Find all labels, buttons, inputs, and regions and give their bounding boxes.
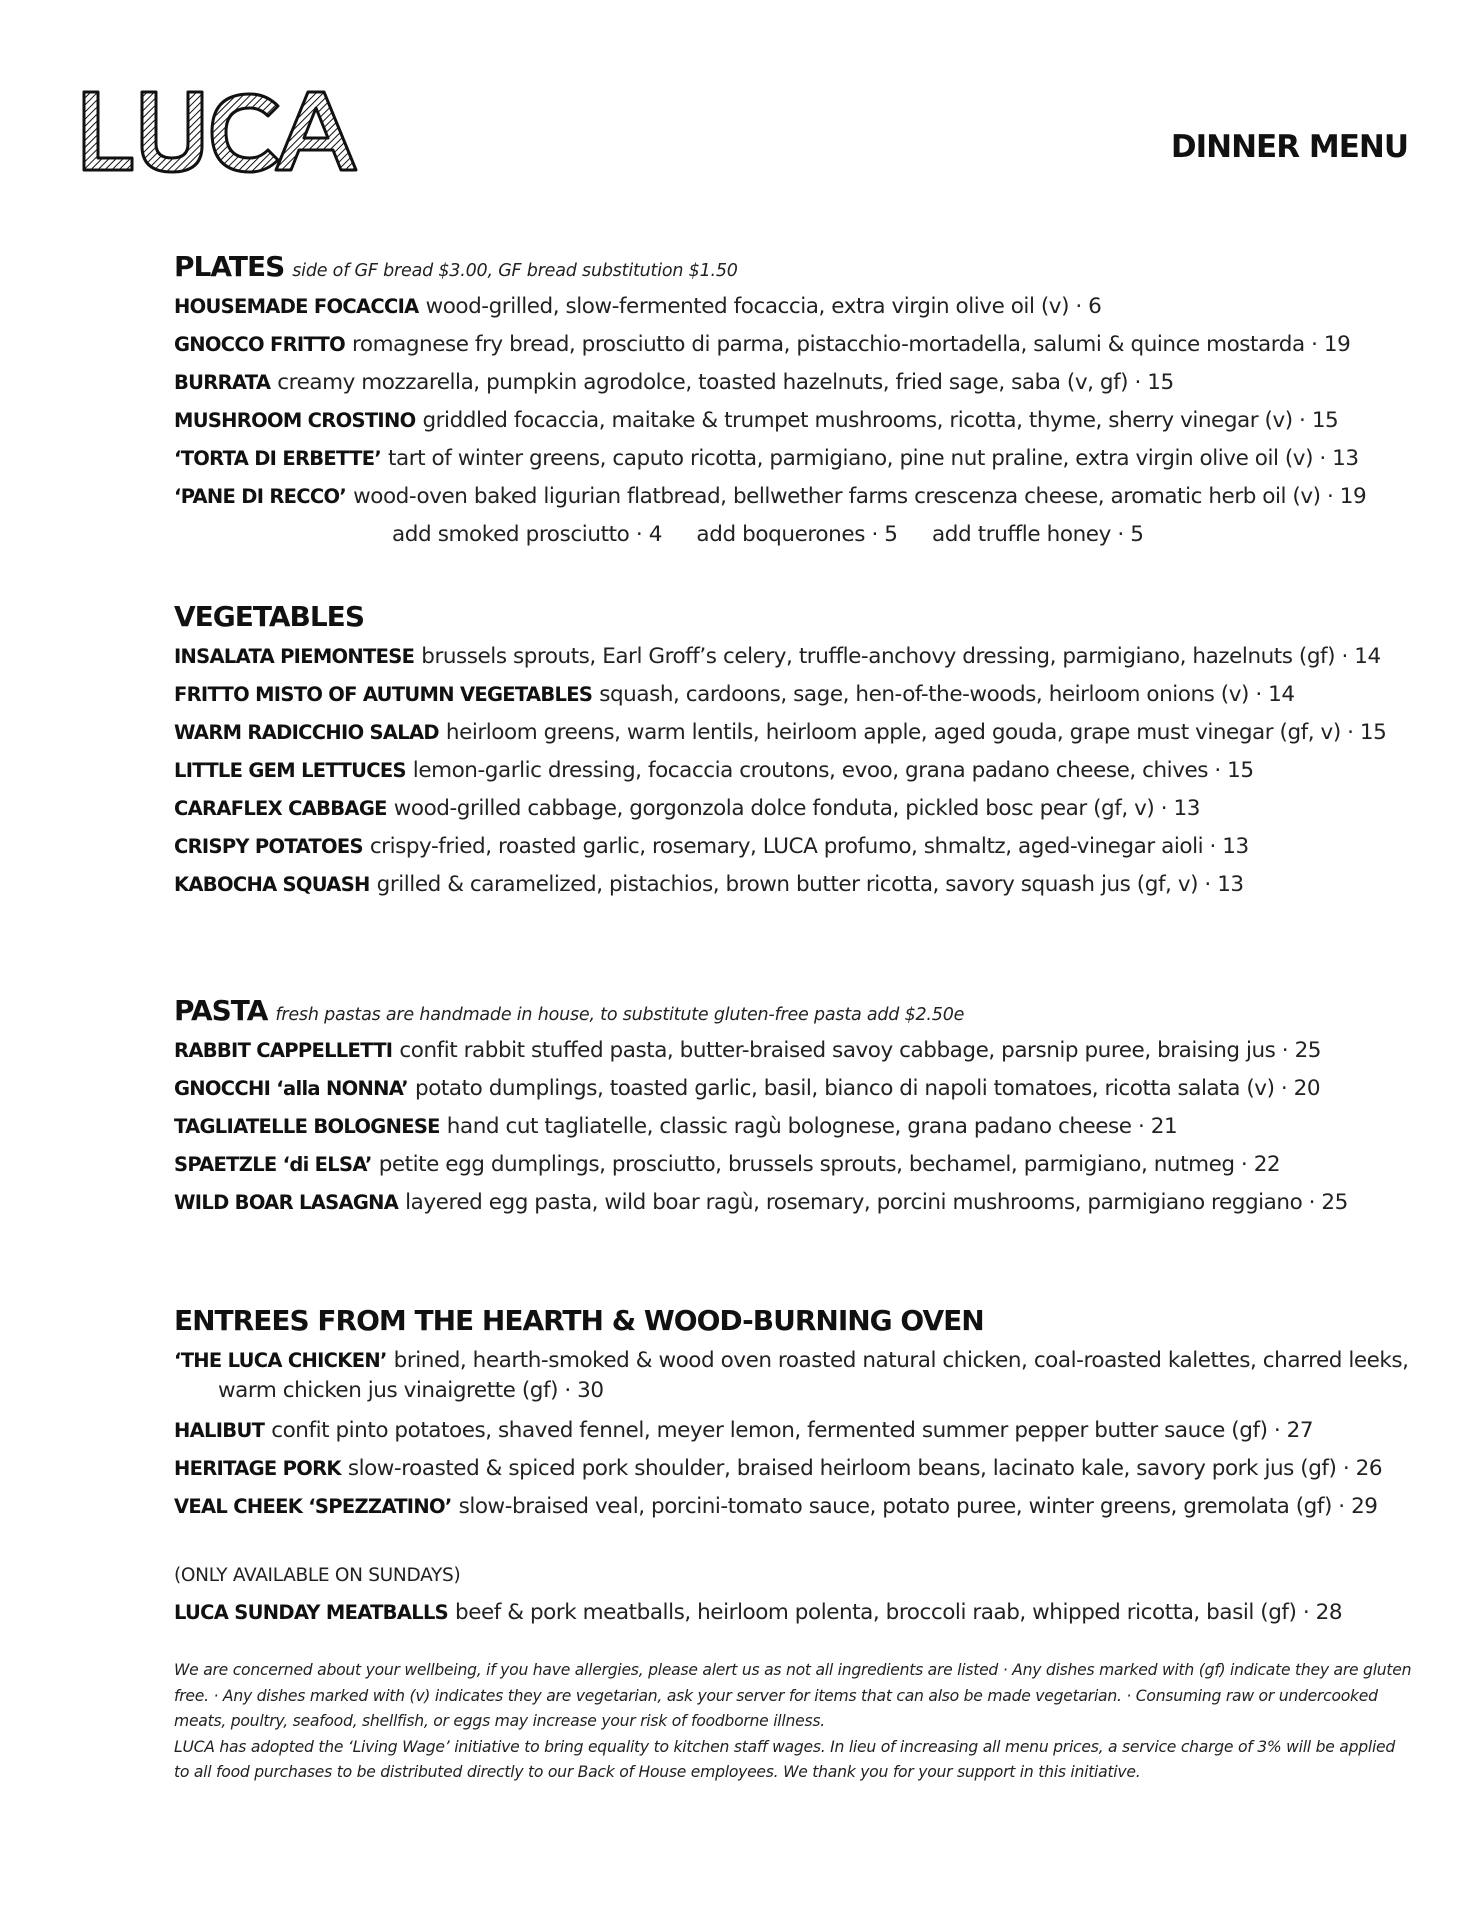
item-name: ‘TORTA DI ERBETTE’ [174,447,382,470]
item-description: brined, hearth-smoked & wood oven roasted natural chicken, coal-roasted kalettes, charred leeks, warm chicken jus vinaigrette (gf) · 30 [218,1348,1409,1403]
item-description: hand cut tagliatelle, classic ragù bolognese, grana padano cheese · 21 [446,1114,1178,1139]
menu-item [174,1070,1444,1108]
item-name: INSALATA PIEMONTESE [174,645,415,668]
living-wage-disclaimer: LUCA has adopted the ‘Living Wage’ initiative to bring equality to kitchen staff wages. In lieu of increasing all menu prices, a service charge of 3% will be applied to all food purchases to be distributed directly to our Back of House employees. We thank you for your support in this initiative. [174,1737,1396,1781]
item-description: heirloom greens, warm lentils, heirloom apple, aged gouda, grape must vinegar (gf, v) · 15 [445,720,1387,745]
item-name: LITTLE GEM LETTUCES [174,759,406,782]
menu-item [174,1108,1444,1146]
menu-item [174,288,1444,326]
item-description: slow-braised veal, porcini-tomato sauce, potato puree, winter greens, gremolata (gf) · 29 [458,1494,1378,1519]
item-description: confit pinto potatoes, shaved fennel, meyer lemon, fermented summer pepper butter sauce (gf) · 27 [271,1418,1314,1443]
addon-item: add smoked prosciutto · 4 [392,522,662,547]
item-description: confit rabbit stuffed pasta, butter-braised savoy cabbage, parsnip puree, braising jus · 25 [399,1038,1322,1063]
item-name: WILD BOAR LASAGNA [174,1191,399,1214]
item-description: wood-oven baked ligurian flatbread, bellwether farms crescenza cheese, aromatic herb oil (v) · 19 [353,484,1367,509]
section-title: VEGETABLES [174,600,364,633]
item-name: TAGLIATELLE BOLOGNESE [174,1115,440,1138]
menu-item [174,790,1444,828]
section-header [174,248,1444,286]
menu-item [174,1032,1444,1070]
menu-item [174,714,1444,752]
menu-item [174,364,1444,402]
menu-item [174,1146,1444,1184]
luca-logo [80,88,360,174]
item-name: VEAL CHEEK ‘SPEZZATINO’ [174,1495,452,1518]
item-name: CRISPY POTATOES [174,835,363,858]
menu-item [174,1412,1444,1450]
item-description: slow-roasted & spiced pork shoulder, braised heirloom beans, lacinato kale, savory pork jus (gf) · 26 [347,1456,1383,1481]
item-name: WARM RADICCHIO SALAD [174,721,439,744]
item-name: ‘PANE DI RECCO’ [174,485,347,508]
item-name: BURRATA [174,371,271,394]
menu-item [174,478,1444,516]
item-description: lemon-garlic dressing, focaccia croutons, evoo, grana padano cheese, chives · 15 [412,758,1254,783]
section-title: PLATES [174,250,285,283]
item-name: HOUSEMADE FOCACCIA [174,295,419,318]
menu-item [174,676,1444,714]
section-title: PASTA [174,994,268,1027]
menu-item [174,402,1444,440]
allergy-disclaimer: We are concerned about your wellbeing, if you have allergies, please alert us as not all ingredients are listed · Any dishes marked with (gf) indicate they are gluten free. · Any dishes marked with (v) indicates they are vegetarian, ask your server for items that can also be made vegetarian. · Consuming raw or undercooked meats, poultry, seafood, shellfish, or eggs may increase your risk of foodborne illness. [174,1661,1412,1730]
section-plates [174,248,1444,554]
section-vegetables [174,598,1444,904]
item-name: CARAFLEX CABBAGE [174,797,387,820]
section-note: side of GF bread $3.00, GF bread substitution $1.50 [292,261,738,281]
item-description: tart of winter greens, caputo ricotta, parmigiano, pine nut praline, extra virgin olive oil (v) · 13 [388,446,1359,471]
section-note: fresh pastas are handmade in house, to substitute gluten-free pasta add $2.50e [275,1005,965,1025]
item-name: SPAETZLE ‘di ELSA’ [174,1153,372,1176]
item-description: squash, cardoons, sage, hen-of-the-woods, heirloom onions (v) · 14 [599,682,1295,707]
menu-item [174,440,1444,478]
item-description: wood-grilled cabbage, gorgonzola dolce fonduta, pickled bosc pear (gf, v) · 13 [393,796,1200,821]
menu-item [174,1450,1444,1488]
menu-item [174,1342,1444,1412]
item-description: brussels sprouts, Earl Groff’s celery, truffle-anchovy dressing, parmigiano, hazelnuts (gf) · 14 [421,644,1381,669]
item-description: griddled focaccia, maitake & trumpet mushrooms, ricotta, thyme, sherry vinegar (v) · 15 [422,408,1339,433]
item-description: romagnese fry bread, prosciutto di parma, pistacchio-mortadella, salumi & quince mostarda · 19 [352,332,1351,357]
item-name: ‘THE LUCA CHICKEN’ [174,1349,387,1372]
menu-item [174,1488,1444,1526]
item-name: HERITAGE PORK [174,1457,341,1480]
item-name: GNOCCO FRITTO [174,333,346,356]
item-description: grilled & caramelized, pistachios, brown butter ricotta, savory squash jus (gf, v) · 13 [376,872,1244,897]
addons-row [174,516,1444,554]
menu-item [174,1594,1444,1632]
section-pasta [174,992,1444,1222]
menu-item [174,828,1444,866]
item-name: HALIBUT [174,1419,265,1442]
item-description: crispy-fried, roasted garlic, rosemary, LUCA profumo, shmaltz, aged-vinegar aioli · 13 [369,834,1249,859]
disclaimer [174,1658,1414,1786]
section-entrees [174,1302,1444,1632]
menu-item [174,1184,1444,1222]
sunday-note: (ONLY AVAILABLE ON SUNDAYS) [174,1565,461,1586]
menu-item [174,326,1444,364]
section-title: ENTREES FROM THE HEARTH & WOOD-BURNING OVEN [174,1304,984,1337]
menu-title: DINNER MENU [1170,129,1408,165]
section-header [174,598,1444,636]
addon-item: add boquerones · 5 [696,522,898,547]
item-name: KABOCHA SQUASH [174,873,370,896]
item-name: MUSHROOM CROSTINO [174,409,416,432]
item-name: RABBIT CAPPELLETTI [174,1039,393,1062]
item-description: potato dumplings, toasted garlic, basil, bianco di napoli tomatoes, ricotta salata (v) · 20 [415,1076,1321,1101]
item-description: wood-grilled, slow-fermented focaccia, extra virgin olive oil (v) · 6 [425,294,1102,319]
section-header [174,1302,1444,1340]
section-header [174,992,1444,1030]
menu-item [174,638,1444,676]
menu-item [174,866,1444,904]
menu-content [174,248,1444,1786]
luca-logo-mark [80,88,360,174]
addon-item: add truffle honey · 5 [932,522,1144,547]
item-description: layered egg pasta, wild boar ragù, rosemary, porcini mushrooms, parmigiano reggiano · 25 [405,1190,1348,1215]
menu-item [174,752,1444,790]
item-name: GNOCCHI ‘alla NONNA’ [174,1077,409,1100]
item-name: FRITTO MISTO OF AUTUMN VEGETABLES [174,683,593,706]
item-description: beef & pork meatballs, heirloom polenta, broccoli raab, whipped ricotta, basil (gf) · 28 [455,1600,1343,1625]
item-description: creamy mozzarella, pumpkin agrodolce, toasted hazelnuts, fried sage, saba (v, gf) · 15 [277,370,1174,395]
item-name: LUCA SUNDAY MEATBALLS [174,1601,449,1624]
item-description: petite egg dumplings, prosciutto, brussels sprouts, bechamel, parmigiano, nutmeg · 22 [378,1152,1281,1177]
